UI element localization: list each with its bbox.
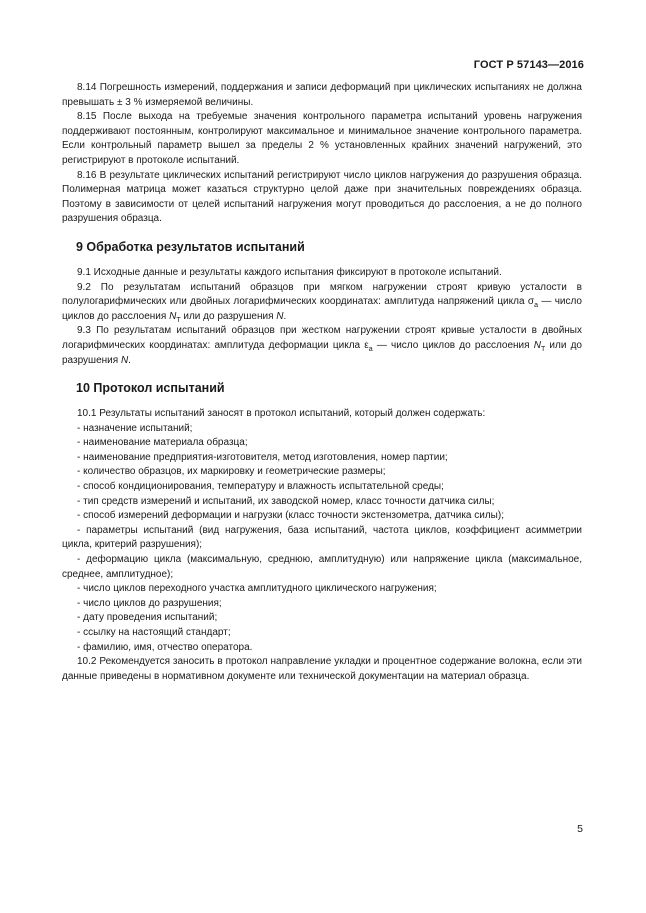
paragraph-9-2-text: 9.2 По результатам испытаний образцов при мягком нагружении строят кривую усталости в полулогарифмических или двойных логарифмических координатах: амплитуда напряжений цикла σ bbox=[62, 281, 582, 308]
subscript-t: T bbox=[176, 316, 181, 324]
period: . bbox=[128, 354, 131, 366]
paragraph-9-3-end: или до разрушения bbox=[62, 339, 582, 366]
variable-n: N bbox=[120, 354, 129, 366]
variable-n: N bbox=[276, 310, 284, 322]
subscript-a: а bbox=[534, 302, 538, 310]
list-item: - число циклов до разрушения; bbox=[77, 597, 222, 609]
paragraph-9-3 bbox=[62, 324, 582, 368]
document-id: ГОСТ Р 57143—2016 bbox=[473, 59, 584, 71]
section-10-heading: 10 Протокол испытаний bbox=[76, 381, 225, 396]
paragraph-8-15: 8.15 После выхода на требуемые значения контрольного параметра испытаний уровень нагружения поддерживают постоянным, контролируют максимальное и минимальное значение контрольного параметра. Если контрольный параметр вышел за пределы 2 % установленных крайних значений нагружений, это регистрируют в протоколе испытаний. bbox=[62, 111, 582, 166]
page-number: 5 bbox=[577, 823, 583, 835]
list-item: - способ кондиционирования, температуру и влажность испытательной среды; bbox=[77, 481, 444, 493]
paragraph-10-2: 10.2 Рекомендуется заносить в протокол направление укладки и процентное содержание волокна, если эти данные приведены в нормативном документе или технической документации на материал образца. bbox=[62, 656, 582, 682]
list-item: - число циклов переходного участка амплитудного циклического нагружения; bbox=[77, 583, 437, 595]
list-item: - назначение испытаний; bbox=[77, 422, 193, 434]
list-item: - деформацию цикла (максимальную, среднюю, амплитудную) или напряжение цикла (максимальное, среднее, амплитудное); bbox=[62, 554, 582, 580]
paragraph-9-1: 9.1 Исходные данные и результаты каждого испытания фиксируют в протоколе испытаний. bbox=[77, 266, 502, 278]
paragraph-8-14: 8.14 Погрешность измерений, поддержания и записи деформаций при циклических испытаниях не должна превышать ± 3 % измеряемой величины. bbox=[62, 82, 582, 108]
variable-n: N bbox=[533, 339, 541, 351]
protocol-items-list bbox=[62, 422, 582, 656]
list-item: - наименование предприятия-изготовителя, метод изготовления, номер партии; bbox=[77, 451, 448, 463]
list-item: - способ измерений деформации и нагрузки (класс точности экстензометра, датчика силы); bbox=[77, 510, 504, 522]
section-9-heading: 9 Обработка результатов испытаний bbox=[76, 239, 305, 254]
subscript-t: T bbox=[540, 345, 546, 353]
paragraph-9-2 bbox=[62, 281, 582, 325]
paragraph-9-3-mid: — число циклов до расслоения bbox=[372, 339, 534, 351]
period: . bbox=[283, 310, 287, 322]
variable-n: N bbox=[169, 310, 177, 322]
paragraph-9-3-text: 9.3 По результатам испытаний образцов при жестком нагружении строят кривые усталости в двойных логарифмических координатах: амплитуда деформации цикла ε bbox=[62, 325, 582, 351]
document-body bbox=[62, 81, 582, 684]
subscript-a: а bbox=[368, 345, 373, 353]
list-item: - параметры испытаний (вид нагружения, база испытаний, частота циклов, коэффициент асимметрии цикла, критерий разрушения); bbox=[62, 524, 582, 551]
paragraph-10-1: 10.1 Результаты испытаний заносят в протокол испытаний, который должен содержать: bbox=[77, 408, 486, 420]
list-item: - фамилию, имя, отчество оператора. bbox=[77, 641, 253, 653]
paragraph-8-16: 8.16 В результате циклических испытаний регистрируют число циклов нагружения до разрушения образца. Полимерная матрица может казаться структурно целой даже при значительных повреждениях образца. Поэтому в зависимости от целей испытаний нагружения могут проводиться до расслоения, а не до полного разрушения образца. bbox=[62, 169, 582, 225]
list-item: - дату проведения испытаний; bbox=[77, 612, 218, 624]
list-item: - тип средств измерений и испытаний, их заводской номер, класс точности датчика силы; bbox=[77, 495, 495, 507]
list-item: - количество образцов, их маркировку и геометрические размеры; bbox=[77, 466, 386, 478]
paragraph-9-2-mid: — число циклов до расслоения bbox=[62, 296, 582, 322]
list-item: - ссылку на настоящий стандарт; bbox=[77, 627, 231, 638]
list-item: - наименование материала образца; bbox=[77, 437, 248, 449]
paragraph-9-2-end: или до разрушения bbox=[180, 310, 277, 322]
